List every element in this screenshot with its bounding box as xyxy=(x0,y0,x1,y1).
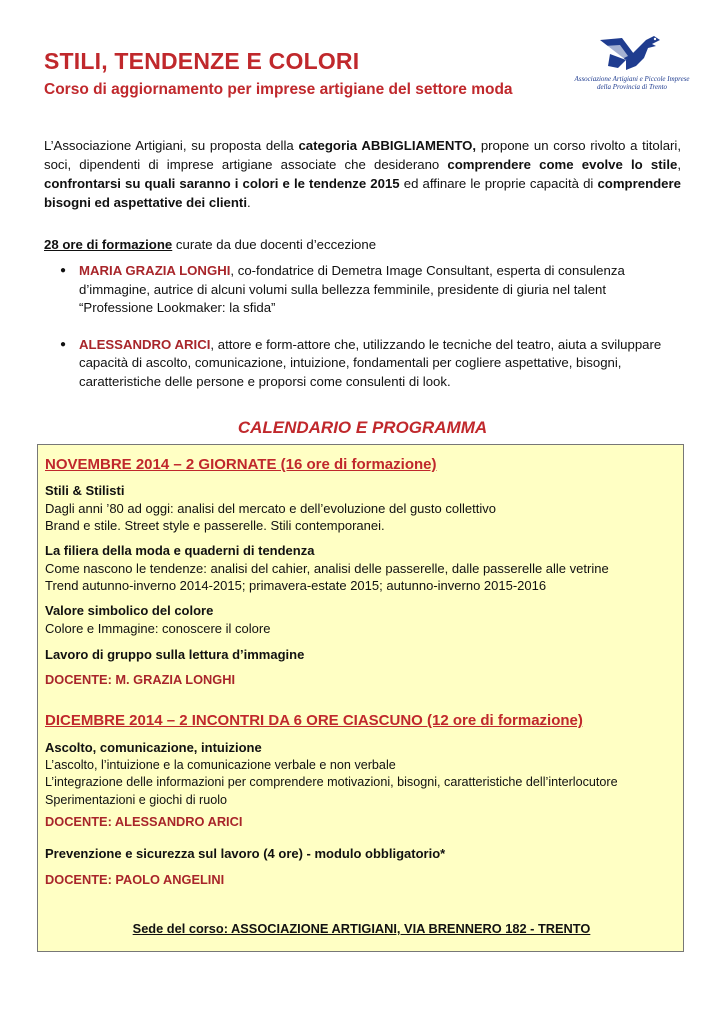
logo-caption-line1: Associazione Artigiani e Piccole Imprese xyxy=(574,75,690,83)
block-line: Come nascono le tendenze: analisi del cahier, analisi delle passerelle, dalle passerelle alle vetrine xyxy=(45,560,609,576)
hours-text: curate da due docenti d’eccezione xyxy=(172,237,377,252)
list-item xyxy=(60,262,680,318)
intro-text: ed affinare le proprie capacità di xyxy=(399,176,598,191)
logo-caption-line2: della Provincia di Trento xyxy=(596,83,668,91)
docente-label: DOCENTE: M. GRAZIA LONGHI xyxy=(45,672,236,687)
block-title: Stili & Stilisti xyxy=(45,483,125,498)
docente-label: DOCENTE: ALESSANDRO ARICI xyxy=(45,814,243,829)
program-block xyxy=(45,646,675,664)
hours-line xyxy=(44,237,376,252)
page-subtitle: Corso di aggiornamento per imprese artigiane del settore moda xyxy=(44,81,513,98)
intro-bold: confrontarsi su quali saranno i colori e le tendenze 2015 xyxy=(44,176,400,191)
program-block xyxy=(45,542,675,595)
page-title: STILI, TENDENZE E COLORI xyxy=(44,48,360,74)
block-title: Ascolto, comunicazione, intuizione xyxy=(45,740,262,755)
program-block xyxy=(45,602,675,637)
association-logo xyxy=(568,32,696,96)
intro-bold: categoria ABBIGLIAMENTO, xyxy=(298,138,477,153)
block-title: La filiera della moda e quaderni di tendenza xyxy=(45,543,315,558)
teachers-list xyxy=(60,262,680,409)
teacher-desc: , co-fondatrice di Demetra Image Consultant, esperta di consulenza d’immagine, autrice di alcuni volumi sulla bellezza femminile, presidente di giuria nel talent “Professione Lookmaker: la sfida” xyxy=(79,263,625,315)
course-location: Sede del corso: ASSOCIAZIONE ARTIGIANI, VIA BRENNERO 182 - TRENTO xyxy=(132,921,591,936)
block-title: Prevenzione e sicurezza sul lavoro (4 ore) - modulo obbligatorio* xyxy=(45,846,446,861)
hours-bold: 28 ore di formazione xyxy=(44,237,173,252)
teacher-desc: , attore e form-attore che, utilizzando le tecniche del teatro, aiuta a sviluppare capacità di ascolto, comunicazione, intuizione, fondamentali per cogliere aspettative, bisogni, caratteristiche delle persone e proporsi come consulenti di look. xyxy=(79,336,662,389)
logo-caption xyxy=(568,75,696,91)
program-block xyxy=(45,739,675,809)
program-block xyxy=(45,482,675,535)
block-line: Trend autunno-inverno 2014-2015; primavera-estate 2015; autunno-inverno 2015-2016 xyxy=(45,578,547,593)
intro-paragraph xyxy=(44,136,681,212)
list-item xyxy=(60,336,680,392)
docente-label: DOCENTE: PAOLO ANGELINI xyxy=(45,872,225,887)
block-title: Lavoro di gruppo sulla lettura d’immagine xyxy=(45,647,305,662)
intro-text: . xyxy=(247,195,251,210)
block-line: Colore e Immagine: conoscere il colore xyxy=(45,620,271,636)
intro-bold: comprendere come evolve lo stile xyxy=(447,157,678,172)
block-line: Sperimentazioni e giochi di ruolo xyxy=(45,792,228,807)
intro-text: propone un corso rivolto a titolari, soci, dipendenti di imprese artigiane associate che desiderano xyxy=(44,138,682,172)
november-heading: NOVEMBRE 2014 – 2 GIORNATE (16 ore di formazione) xyxy=(45,456,437,473)
block-line: L’integrazione delle informazioni per comprendere motivazioni, bisogni, caratteristiche dell’interlocutore xyxy=(45,775,618,789)
block-line: Brand e stile. Street style e passerelle. Stili contemporanei. xyxy=(45,518,385,533)
block-line: L’ascolto, l’intuizione e la comunicazione verbale e non verbale xyxy=(45,757,396,772)
intro-text: L’Associazione Artigiani, su proposta della xyxy=(44,138,299,153)
program-block xyxy=(45,845,675,863)
intro-text: , xyxy=(677,157,681,172)
block-title: Valore simbolico del colore xyxy=(45,603,214,618)
intro-bold: comprendere bisogni ed aspettative dei clienti xyxy=(44,176,681,210)
teacher-name: MARIA GRAZIA LONGHI xyxy=(79,263,231,278)
december-heading: DICEMBRE 2014 – 2 INCONTRI DA 6 ORE CIASCUNO (12 ore di formazione) xyxy=(45,712,583,729)
calendar-box xyxy=(37,444,684,952)
calendar-title: CALENDARIO E PROGRAMMA xyxy=(237,418,488,437)
block-line: Dagli anni ’80 ad oggi: analisi del mercato e dell’evoluzione del gusto collettivo xyxy=(45,500,496,516)
teacher-name: ALESSANDRO ARICI xyxy=(79,336,211,352)
eagle-logo-icon xyxy=(596,32,664,76)
